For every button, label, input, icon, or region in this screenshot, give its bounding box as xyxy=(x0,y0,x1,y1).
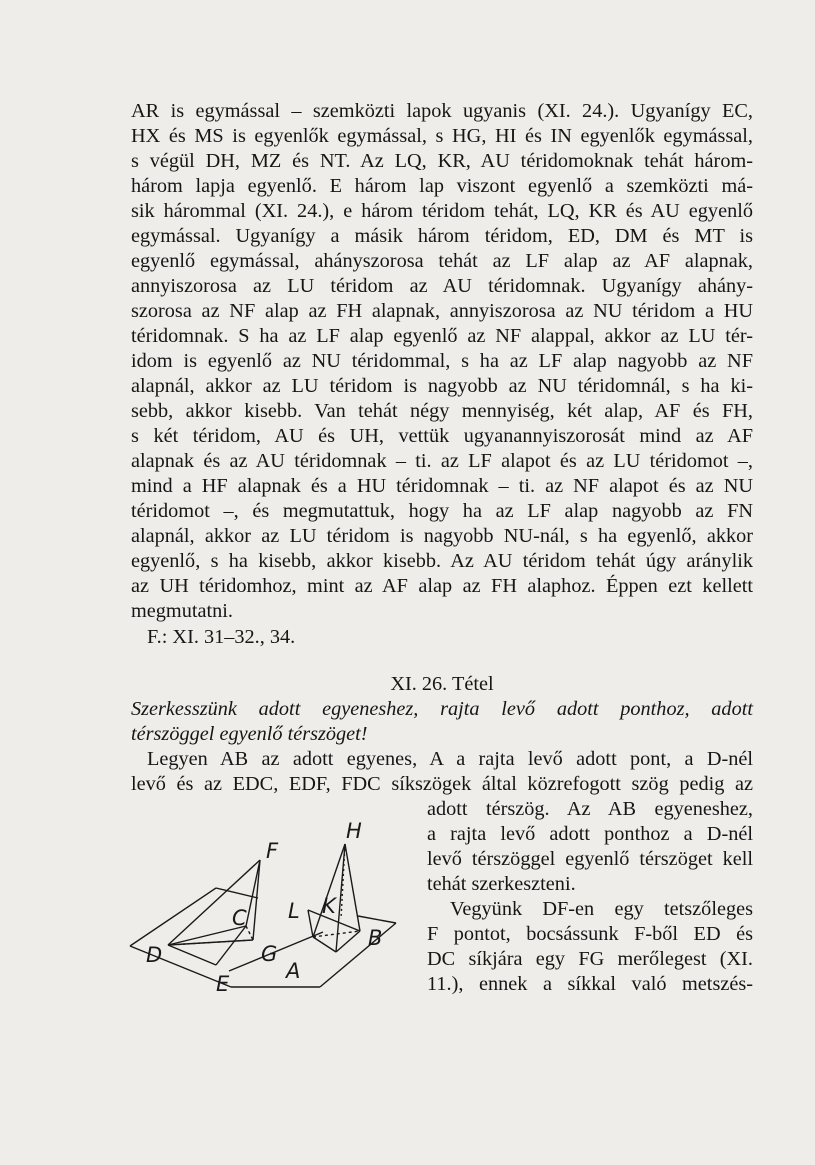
body-line: egyenlő, s ha kisebb, akkor kisebb. Az AU téridom tehát úgy aránylik xyxy=(131,550,753,572)
body-line: egyenlő egymással, ahányszorosa tehát az LF alap az AF alapnak, xyxy=(131,250,753,272)
label-A: A xyxy=(286,959,301,983)
body-line: három lapja egyenlő. E három lap viszont egyenlő a szemközti má- xyxy=(131,175,753,197)
body-line: téridomot –, és megmutattuk, hogy ha az LF alap nagyobb az FN xyxy=(131,500,753,522)
body-line: téridomnak. S ha az LF alap egyenlő az NF alappal, akkor az LU tér- xyxy=(131,325,753,347)
body-line: annyiszorosa az LU téridom az AU téridomnak. Ugyanígy ahány- xyxy=(131,275,753,297)
body-line: szorosa az NF alap az FH alapnak, annyiszorosa az NU téridom a HU xyxy=(131,300,753,322)
label-B: B xyxy=(368,926,383,950)
right-column-line: DC síkjára egy FG merőlegest (XI. xyxy=(427,948,753,970)
label-D: D xyxy=(146,943,163,967)
body-line: sebb, akkor kisebb. Van tehát négy mennyiség, két alap, AF és FH, xyxy=(131,400,753,422)
body-line: alapnál, akkor az LU téridom is nagyobb az NU téridomnál, s ha ki- xyxy=(131,375,753,397)
right-column-line: adott térszög. Az AB egyeneshez, xyxy=(427,798,753,820)
body-line: sik hárommal (XI. 24.), e három téridom tehát, LQ, KR és AU egyenlő xyxy=(131,200,753,222)
construction-line: Legyen AB az adott egyenes, A a rajta levő adott pont, a D-nél xyxy=(147,748,753,770)
body-line: idom is egyenlő az NU téridommal, s ha az LF alap nagyobb az NF xyxy=(131,350,753,372)
label-K: K xyxy=(322,894,336,918)
right-column-line: 11.), ennek a síkkal való metszés- xyxy=(427,973,753,995)
body-line: alapnál, akkor az LU téridom is nagyobb NU-nál, s ha egyenlő, akkor xyxy=(131,525,753,547)
body-line: megmutatni. xyxy=(131,600,233,622)
reference-line: F.: XI. 31–32., 34. xyxy=(147,626,296,648)
label-H: H xyxy=(346,819,362,843)
right-column-line: Vegyünk DF-en egy tetszőleges xyxy=(450,898,753,920)
right-column-line: tehát szerkeszteni. xyxy=(427,873,576,895)
label-C: C xyxy=(232,906,247,930)
body-line: alapnak és az AU téridomnak – ti. az LF alapot és az LU téridomot –, xyxy=(131,450,753,472)
solid-angle-figure xyxy=(128,816,418,996)
label-E: E xyxy=(216,972,230,996)
body-line: s végül DH, MZ és NT. Az LQ, KR, AU téridomoknak tehát három- xyxy=(131,150,753,172)
right-column-line: F pontot, bocsássunk F-ből ED és xyxy=(427,923,753,945)
construction-line: levő és az EDC, EDF, FDC síkszögek által közrefogott szög pedig az xyxy=(131,773,753,795)
body-line: egymással. Ugyanígy a másik három téridom, ED, DM és MT is xyxy=(131,225,753,247)
body-line: s két téridom, AU és UH, vettük ugyanannyiszorosát mind az AF xyxy=(131,425,753,447)
body-line: HX és MS is egyenlők egymással, s HG, HI és IN egyenlők egymással, xyxy=(131,125,753,147)
right-column-line: levő térszöggel egyenlő térszöget kell xyxy=(427,848,753,870)
label-G: G xyxy=(261,942,278,966)
body-line: AR is egymással – szemközti lapok ugyanis (XI. 24.). Ugyanígy EC, xyxy=(131,100,753,122)
proposition-line: Szerkesszünk adott egyeneshez, rajta levő adott ponthoz, adott xyxy=(131,698,753,720)
proposition-line: térszöggel egyenlő térszöget! xyxy=(131,723,368,745)
label-F: F xyxy=(266,839,279,863)
section-heading: XI. 26. Tétel xyxy=(390,673,494,695)
figure-labels xyxy=(146,819,382,996)
right-column-line: a rajta levő adott ponthoz a D-nél xyxy=(427,823,753,845)
body-line: az UH téridomhoz, mint az AF alap az FH alaphoz. Éppen ezt kellett xyxy=(131,575,753,597)
label-L: L xyxy=(288,899,300,923)
body-line: mind a HF alapnak és a HU téridomnak – ti. az NF alapot és az NU xyxy=(131,475,753,497)
